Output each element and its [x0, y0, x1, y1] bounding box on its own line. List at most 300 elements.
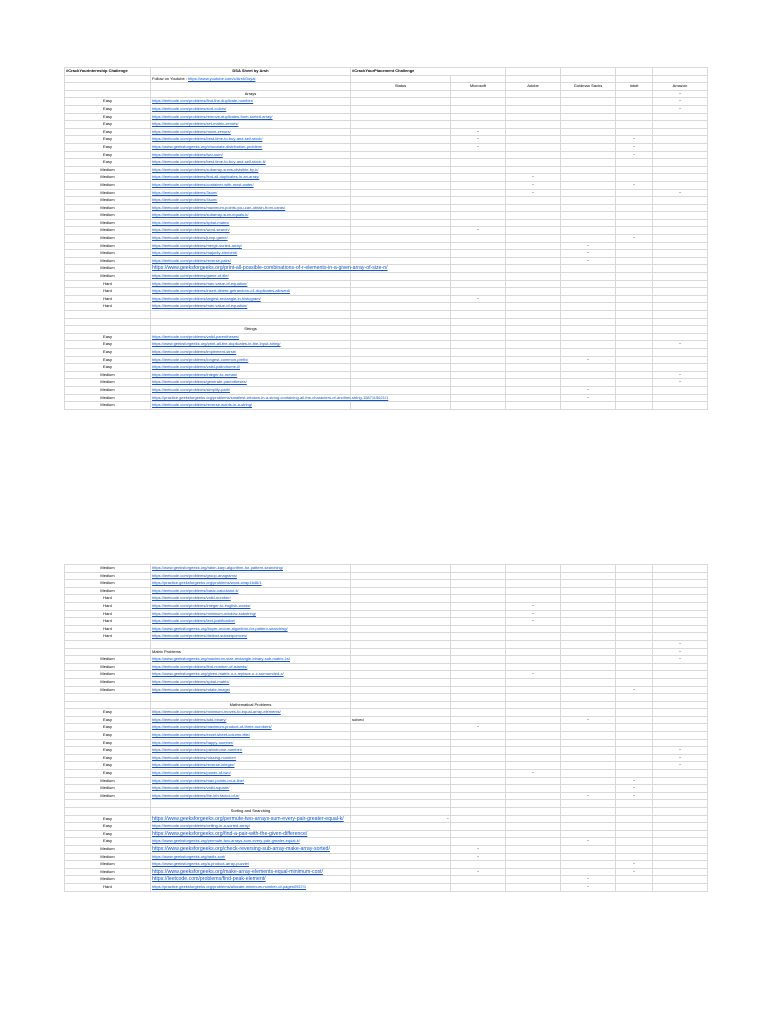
- problem-link-cell: [151, 204, 351, 212]
- status-cell[interactable]: [351, 625, 451, 633]
- difficulty-cell: Easy: [65, 838, 151, 846]
- status-cell[interactable]: [351, 587, 451, 595]
- company-mark-cell: [616, 364, 653, 372]
- company-mark-cell: [616, 98, 653, 106]
- difficulty-cell: Easy: [65, 121, 151, 129]
- company-mark-cell: [506, 876, 561, 884]
- company-mark-cell: [561, 227, 616, 235]
- company-mark-cell: [506, 212, 561, 220]
- problem-link[interactable]: https://leetcode.com/problems/container-with-most-water/: [152, 181, 254, 187]
- company-mark-cell: [506, 838, 561, 846]
- company-mark-cell: [451, 587, 506, 595]
- company-mark-cell: [561, 348, 616, 356]
- status-cell[interactable]: [351, 770, 451, 778]
- company-mark-cell: [506, 121, 561, 129]
- table-row: [65, 754, 708, 762]
- difficulty-cell: Easy: [65, 770, 151, 778]
- problem-link[interactable]: https://leetcode.com/problems/two-sum/: [152, 151, 223, 157]
- status-cell[interactable]: [351, 709, 451, 717]
- status-cell[interactable]: [351, 280, 451, 288]
- status-cell[interactable]: [351, 754, 451, 762]
- company-mark-cell: [616, 128, 653, 136]
- status-cell[interactable]: [351, 348, 451, 356]
- problem-link-cell: [151, 618, 351, 626]
- problem-link[interactable]: https://www.geeksforgeeks.org/given-matrix-o-x-replace-o-x-surrounded-x/: [152, 671, 284, 677]
- problem-link[interactable]: https://leetcode.com/problems/longest-common-prefix/: [152, 356, 249, 362]
- problem-link[interactable]: https://www.geeksforgeeks.org/radix-sort/: [152, 853, 226, 859]
- table-row: [65, 265, 708, 273]
- problem-link[interactable]: https://www.geeksforgeeks.org/chocolate-distribution-problem/: [152, 143, 263, 149]
- company-mark-cell: [561, 739, 616, 747]
- company-mark-cell: [653, 197, 708, 205]
- problem-link-cell: [151, 303, 351, 311]
- table-row: [65, 136, 708, 144]
- difficulty-cell: Easy: [65, 356, 151, 364]
- company-mark-cell: [506, 128, 561, 136]
- company-mark-cell: [506, 394, 561, 402]
- difficulty-cell: Medium: [65, 166, 151, 174]
- company-mark-cell: [653, 572, 708, 580]
- company-mark-cell: ~: [506, 181, 561, 189]
- company-mark-cell: [616, 295, 653, 303]
- youtube-link[interactable]: https://www.youtube.com/c/ArshGoyal: [188, 75, 256, 81]
- problem-link[interactable]: https://practice.geeksforgeeks.org/problems/smallest-window-in-a-string-containing-all-the-characters-of-another-string-1587115621/1: [152, 394, 389, 400]
- company-mark-cell: [451, 166, 506, 174]
- problem-link[interactable]: https://leetcode.com/problems/4sum/: [152, 197, 218, 203]
- company-mark-cell: [561, 341, 616, 349]
- company-mark-cell: [451, 830, 506, 838]
- company-mark-cell: [561, 610, 616, 618]
- problem-link-cell: [151, 386, 351, 394]
- company-mark-cell: [561, 288, 616, 296]
- status-cell[interactable]: [351, 181, 451, 189]
- status-cell[interactable]: [351, 113, 451, 121]
- problem-link-cell: [151, 633, 351, 641]
- problem-link[interactable]: https://leetcode.com/problems/remove-duplicates-from-sorted-array/: [152, 113, 273, 119]
- company-mark-cell: [653, 151, 708, 159]
- company-mark-cell: [451, 656, 506, 664]
- status-cell[interactable]: [351, 371, 451, 379]
- company-mark-cell: [561, 671, 616, 679]
- problem-link[interactable]: https://www.geeksforgeeks.org/boyer-moore-algorithm-for-pattern-searching/: [152, 625, 288, 631]
- status-cell[interactable]: [351, 386, 451, 394]
- problem-link[interactable]: https://leetcode.com/problems/text-justification/: [152, 618, 236, 624]
- difficulty-cell: Easy: [65, 724, 151, 732]
- problem-link-cell: [151, 219, 351, 227]
- company-mark-cell: [616, 701, 653, 709]
- problem-link[interactable]: https://leetcode.com/problems/reverse-integer/: [152, 762, 235, 768]
- problem-link[interactable]: https://leetcode.com/problems/reverse-pairs/: [152, 257, 231, 263]
- problem-link-cell: [151, 830, 351, 838]
- company-mark-cell: [506, 792, 561, 800]
- difficulty-cell: Hard: [65, 618, 151, 626]
- company-mark-cell: [653, 242, 708, 250]
- status-cell[interactable]: [351, 98, 451, 106]
- problem-link[interactable]: https://leetcode.com/problems/integer-to-roman/: [152, 371, 238, 377]
- status-cell[interactable]: [351, 303, 451, 311]
- company-mark-cell: [451, 694, 506, 702]
- company-mark-cell: ~: [561, 242, 616, 250]
- table-row: [65, 121, 708, 129]
- problem-link[interactable]: https://practice.geeksforgeeks.org/problems/word-wrap1646/1: [152, 580, 262, 586]
- company-mark-cell: [451, 739, 506, 747]
- company-mark-cell: [653, 212, 708, 220]
- company-mark-cell: [451, 815, 506, 823]
- status-cell[interactable]: [351, 610, 451, 618]
- status-cell[interactable]: [351, 166, 451, 174]
- problem-link[interactable]: https://leetcode.com/problems/find-peak-element/: [152, 876, 266, 883]
- problem-link[interactable]: https://leetcode.com/problems/word-search/: [152, 227, 230, 233]
- company-mark-cell: [451, 701, 506, 709]
- problem-link[interactable]: https://leetcode.com/problems/max-value-of-equation/: [152, 303, 248, 309]
- problem-link[interactable]: https://www.geeksforgeeks.org/find-a-pair-with-the-given-difference/: [152, 830, 308, 837]
- problem-link[interactable]: https://leetcode.com/problems/simplify-path/: [152, 386, 231, 392]
- problem-link[interactable]: https://leetcode.com/problems/add-binary/: [152, 716, 227, 722]
- company-mark-cell: ~: [616, 136, 653, 144]
- company-mark-cell: [653, 595, 708, 603]
- problem-link-cell: [151, 333, 351, 341]
- company-mark-cell: [506, 143, 561, 151]
- problem-link-cell: [151, 838, 351, 846]
- status-cell[interactable]: [351, 686, 451, 694]
- company-mark-cell: [616, 770, 653, 778]
- company-mark-cell: [616, 587, 653, 595]
- company-mark-cell: [653, 785, 708, 793]
- problem-link[interactable]: https://leetcode.com/problems/find-the-duplicate-number/: [152, 98, 254, 104]
- difficulty-cell: Easy: [65, 143, 151, 151]
- status-cell[interactable]: [351, 235, 451, 243]
- difficulty-cell: Medium: [65, 876, 151, 884]
- problem-link[interactable]: https://leetcode.com/problems/power-of-two/: [152, 770, 231, 776]
- problem-link[interactable]: https://leetcode.com/problems/majority-element/: [152, 250, 238, 256]
- company-mark-cell: [506, 830, 561, 838]
- problem-link[interactable]: https://leetcode.com/problems/distinct-subsequences/: [152, 633, 248, 639]
- table-row: [65, 815, 708, 823]
- company-mark-cell: [506, 333, 561, 341]
- status-cell[interactable]: [351, 402, 451, 410]
- problem-link[interactable]: https://leetcode.com/problems/best-time-to-buy-and-sell-stock/: [152, 136, 263, 142]
- status-cell[interactable]: [351, 333, 451, 341]
- problem-link[interactable]: https://leetcode.com/problems/implement-strstr/: [152, 348, 237, 354]
- problem-link[interactable]: https://leetcode.com/problems/valid-palindrome-ii/: [152, 364, 241, 370]
- company-mark-cell: [451, 98, 506, 106]
- problem-link[interactable]: https://leetcode.com/problems/integer-to-english-words/: [152, 602, 251, 608]
- status-cell[interactable]: [351, 250, 451, 258]
- problem-link[interactable]: https://www.geeksforgeeks.org/print-all-possible-combinations-of-r-elements-in-a-given-array-of-size-n/: [152, 265, 388, 272]
- table-row: [65, 159, 708, 167]
- status-cell[interactable]: [351, 732, 451, 740]
- status-cell[interactable]: [351, 189, 451, 197]
- problem-link[interactable]: https://leetcode.com/problems/minimum-moves-to-equal-array-elements/: [152, 709, 281, 715]
- company-mark-cell: [451, 189, 506, 197]
- table-row: [65, 364, 708, 372]
- status-cell[interactable]: [351, 678, 451, 686]
- problem-link[interactable]: https://leetcode.com/problems/spiral-matrix/: [152, 678, 230, 684]
- status-cell[interactable]: [351, 257, 451, 265]
- company-mark-cell: [616, 838, 653, 846]
- company-mark-cell: [561, 90, 616, 98]
- company-mark-cell: [451, 250, 506, 258]
- status-cell[interactable]: ~: [351, 815, 451, 823]
- company-mark-cell: [561, 371, 616, 379]
- problem-link[interactable]: https://leetcode.com/problems/valid-square/: [152, 785, 230, 791]
- company-mark-cell: [653, 868, 708, 876]
- company-mark-cell: [561, 640, 616, 648]
- status-cell[interactable]: [351, 379, 451, 387]
- problem-link[interactable]: https://leetcode.com/problems/valid-number/: [152, 595, 231, 601]
- status-cell[interactable]: [351, 883, 451, 891]
- table-row: [65, 671, 708, 679]
- status-cell[interactable]: [351, 242, 451, 250]
- company-mark-cell: [506, 166, 561, 174]
- problem-link[interactable]: https://leetcode.com/problems/max-points-on-a-line/: [152, 777, 245, 783]
- status-cell[interactable]: [351, 633, 451, 641]
- problem-link-cell: [151, 181, 351, 189]
- company-mark-cell: [451, 747, 506, 755]
- status-cell[interactable]: [351, 853, 451, 861]
- table-row: [65, 716, 708, 724]
- status-cell[interactable]: [351, 663, 451, 671]
- status-cell[interactable]: [351, 204, 451, 212]
- problem-link[interactable]: https://www.geeksforgeeks.org/maximum-size-rectangle-binary-sub-matrix-1s/: [152, 656, 291, 662]
- problem-link[interactable]: https://leetcode.com/problems/missing-number/: [152, 754, 237, 760]
- company-mark-cell: [561, 197, 616, 205]
- problem-link[interactable]: https://leetcode.com/problems/find-number-of-islands/: [152, 663, 248, 669]
- problem-link-cell: [151, 845, 351, 853]
- table-row: [65, 777, 708, 785]
- problem-link[interactable]: https://leetcode.com/problems/maximum-product-of-three-numbers/: [152, 724, 272, 730]
- company-mark-cell: [451, 364, 506, 372]
- company-mark-cell: ~: [561, 883, 616, 891]
- problem-link[interactable]: https://www.geeksforgeeks.org/print-all-the-duplicates-in-the-input-string/: [152, 341, 281, 347]
- problem-link[interactable]: https://leetcode.com/problems/max-value-of-equation/: [152, 280, 248, 286]
- company-mark-cell: [451, 318, 506, 326]
- status-cell[interactable]: [351, 845, 451, 853]
- company-mark-cell: [616, 341, 653, 349]
- status-cell[interactable]: [351, 212, 451, 220]
- problem-link[interactable]: https://leetcode.com/problems/largest-rectangle-in-histogram/: [152, 295, 261, 301]
- problem-link-cell: [151, 273, 351, 281]
- table-row: [65, 280, 708, 288]
- difficulty-cell: Medium: [65, 212, 151, 220]
- problem-link-cell: [151, 394, 389, 402]
- company-mark-cell: [616, 853, 653, 861]
- status-cell[interactable]: [351, 580, 451, 588]
- company-mark-cell: ~: [653, 341, 708, 349]
- problem-link[interactable]: https://leetcode.com/problems/game-of-life/: [152, 273, 229, 279]
- company-mark-cell: [616, 625, 653, 633]
- status-cell[interactable]: [351, 830, 451, 838]
- company-mark-cell: [653, 257, 708, 265]
- status-cell[interactable]: [351, 105, 451, 113]
- problem-link[interactable]: https://leetcode.com/problems/the-kth-factor-of-n/: [152, 792, 240, 798]
- company-mark-cell: [506, 565, 561, 573]
- problem-link-cell: [151, 136, 351, 144]
- problem-link[interactable]: https://leetcode.com/problems/3sum/: [152, 189, 218, 195]
- status-cell[interactable]: [351, 602, 451, 610]
- status-cell[interactable]: [351, 747, 451, 755]
- status-cell[interactable]: [351, 197, 451, 205]
- problem-link[interactable]: https://leetcode.com/problems/generate-parentheses/: [152, 379, 247, 385]
- status-cell[interactable]: [351, 136, 451, 144]
- problem-link[interactable]: https://practice.geeksforgeeks.org/problems/allocate-minimum-number-of-pages0937/1: [152, 883, 307, 889]
- company-mark-cell: [561, 830, 616, 838]
- problem-link[interactable]: https://leetcode.com/problems/set-matrix-zeroes/: [152, 121, 239, 127]
- company-mark-cell: [616, 333, 653, 341]
- status-cell[interactable]: [351, 739, 451, 747]
- company-mark-cell: [616, 678, 653, 686]
- problem-link[interactable]: https://www.geeksforgeeks.org/check-reversing-sub-array-make-array-sorted/: [152, 845, 330, 852]
- problem-link[interactable]: https://leetcode.com/problems/jump-game/: [152, 235, 228, 241]
- status-cell[interactable]: [351, 356, 451, 364]
- company-mark-cell: [653, 709, 708, 717]
- company-mark-cell: [451, 197, 506, 205]
- problem-link[interactable]: https://leetcode.com/problems/move-zeroes/: [152, 128, 231, 134]
- company-mark-cell: [451, 838, 506, 846]
- status-cell[interactable]: [351, 595, 451, 603]
- status-cell[interactable]: [351, 762, 451, 770]
- status-cell[interactable]: [351, 823, 451, 831]
- company-mark-cell: [616, 113, 653, 121]
- company-mark-cell: ~: [561, 792, 616, 800]
- problem-link[interactable]: https://leetcode.com/problems/merge-sorted-array/: [152, 242, 242, 248]
- difficulty-cell: Medium: [65, 853, 151, 861]
- table-row: [65, 724, 708, 732]
- company-mark-cell: [653, 235, 708, 243]
- company-mark-cell: [616, 105, 653, 113]
- difficulty-cell: Medium: [65, 572, 151, 580]
- company-mark-cell: [653, 770, 708, 778]
- company-mark-cell: [561, 113, 616, 121]
- problem-link[interactable]: https://leetcode.com/problems/valid-parentheses/: [152, 333, 240, 339]
- status-cell[interactable]: [351, 159, 451, 167]
- status-cell[interactable]: [351, 868, 451, 876]
- table-row: [65, 709, 708, 717]
- problem-link[interactable]: https://leetcode.com/problems/subarray-sum-equals-k/: [152, 212, 249, 218]
- status-cell[interactable]: [351, 341, 451, 349]
- problem-link[interactable]: https://leetcode.com/problems/excel-sheet-column-title/: [152, 732, 250, 738]
- company-mark-cell: [451, 883, 506, 891]
- problem-link[interactable]: https://leetcode.com/problems/happy-number/: [152, 739, 234, 745]
- problem-link[interactable]: https://www.geeksforgeeks.org/a-product-array-puzzle/: [152, 861, 249, 867]
- problem-link[interactable]: https://leetcode.com/problems/group-anagrams/: [152, 572, 237, 578]
- company-mark-cell: [616, 121, 653, 129]
- problem-link[interactable]: https://leetcode.com/problems/minimum-window-substring/: [152, 610, 257, 616]
- table-row: [65, 151, 708, 159]
- status-cell[interactable]: [351, 364, 451, 372]
- problem-link[interactable]: https://leetcode.com/problems/best-time-to-buy-and-sell-stock-ii/: [152, 159, 266, 165]
- difficulty-cell: Medium: [65, 663, 151, 671]
- status-cell[interactable]: [351, 618, 451, 626]
- table-row: [65, 572, 708, 580]
- table-row: [65, 143, 708, 151]
- company-mark-cell: [506, 800, 561, 808]
- problem-link[interactable]: https://www.geeksforgeeks.org/rabin-karp-algorithm-for-pattern-searching/: [152, 565, 283, 570]
- company-mark-cell: [506, 242, 561, 250]
- problem-link-cell: [151, 625, 351, 633]
- table-row: [65, 648, 708, 656]
- company-mark-cell: [653, 830, 708, 838]
- problem-link[interactable]: https://leetcode.com/problems/basic-calculator-ii/: [152, 587, 239, 593]
- problem-link-cell: [151, 250, 351, 258]
- problem-link[interactable]: https://leetcode.com/problems/spiral-matrix/: [152, 219, 230, 225]
- status-cell[interactable]: [351, 219, 451, 227]
- status-cell[interactable]: [351, 777, 451, 785]
- problem-link[interactable]: https://www.geeksforgeeks.org/permute-two-arrays-sum-every-pair-greater-equal-k/: [152, 815, 344, 822]
- company-mark-cell: [616, 394, 653, 402]
- difficulty-cell: Easy: [65, 105, 151, 113]
- status-cell[interactable]: [351, 861, 451, 869]
- status-cell[interactable]: [351, 128, 451, 136]
- status-cell[interactable]: [351, 876, 451, 884]
- status-cell[interactable]: [351, 572, 451, 580]
- table-row: [65, 242, 708, 250]
- problem-link[interactable]: https://www.geeksforgeeks.org/permute-two-arrays-sum-every-pair-greater-equal-k/: [152, 838, 300, 844]
- company-mark-cell: [561, 318, 616, 326]
- problem-link-cell: [151, 364, 351, 372]
- status-cell[interactable]: [351, 174, 451, 182]
- status-cell[interactable]: [351, 671, 451, 679]
- company-mark-cell: [653, 181, 708, 189]
- company-mark-cell: [653, 724, 708, 732]
- status-cell[interactable]: [351, 273, 451, 281]
- company-mark-cell: [561, 333, 616, 341]
- problem-link[interactable]: https://leetcode.com/problems/maximum-points-you-can-obtain-from-cards/: [152, 204, 286, 210]
- status-cell[interactable]: [351, 724, 451, 732]
- status-cell[interactable]: [351, 151, 451, 159]
- problem-link[interactable]: https://leetcode.com/problems/subarray-sums-divisible-by-k/: [152, 166, 259, 172]
- company-mark-cell: [506, 348, 561, 356]
- company-mark-cell: [561, 280, 616, 288]
- problem-link[interactable]: https://leetcode.com/problems/find-all-duplicates-in-an-array/: [152, 174, 260, 180]
- company-mark-cell: ~: [653, 648, 708, 656]
- company-mark-cell: [653, 250, 708, 258]
- company-mark-cell: [506, 625, 561, 633]
- problem-link[interactable]: https://leetcode.com/problems/rotate-image/: [152, 686, 231, 692]
- status-cell[interactable]: [351, 565, 451, 573]
- status-cell[interactable]: [351, 656, 451, 664]
- problem-link[interactable]: https://leetcode.com/problems/insert-delete-getrandom-o1-duplicates-allowed/: [152, 288, 291, 294]
- table-row: [65, 663, 708, 671]
- status-cell[interactable]: [351, 288, 451, 296]
- status-cell[interactable]: [351, 838, 451, 846]
- status-cell[interactable]: [351, 295, 451, 303]
- status-cell[interactable]: [351, 785, 451, 793]
- company-mark-cell: [451, 618, 506, 626]
- problem-link[interactable]: https://leetcode.com/problems/reverse-words-in-a-string/: [152, 402, 253, 408]
- status-cell[interactable]: [351, 227, 451, 235]
- difficulty-cell: Medium: [65, 671, 151, 679]
- status-cell[interactable]: [351, 792, 451, 800]
- right-challenge-title: #CrackYourPlacement Challenge: [351, 68, 506, 76]
- status-cell[interactable]: [351, 143, 451, 151]
- problem-link[interactable]: https://www.geeksforgeeks.org/make-array-elements-equal-minimum-cost/: [152, 868, 323, 875]
- problem-link-cell: [151, 159, 351, 167]
- problem-link-cell: [151, 739, 351, 747]
- company-mark-cell: [506, 678, 561, 686]
- problem-link[interactable]: https://leetcode.com/problems/ceiling-in-a-sorted-array/: [152, 823, 250, 829]
- company-mark-cell: [616, 618, 653, 626]
- problem-link-cell: [151, 235, 351, 243]
- status-cell[interactable]: solved: [351, 716, 451, 724]
- table-row: [65, 394, 708, 402]
- company-mark-cell: [451, 876, 506, 884]
- company-mark-cell: [653, 663, 708, 671]
- problem-link[interactable]: https://leetcode.com/problems/palindrome-number/: [152, 747, 243, 753]
- problem-link[interactable]: https://leetcode.com/problems/sort-colors/: [152, 105, 227, 111]
- status-cell[interactable]: [351, 121, 451, 129]
- company-mark-cell: [451, 386, 506, 394]
